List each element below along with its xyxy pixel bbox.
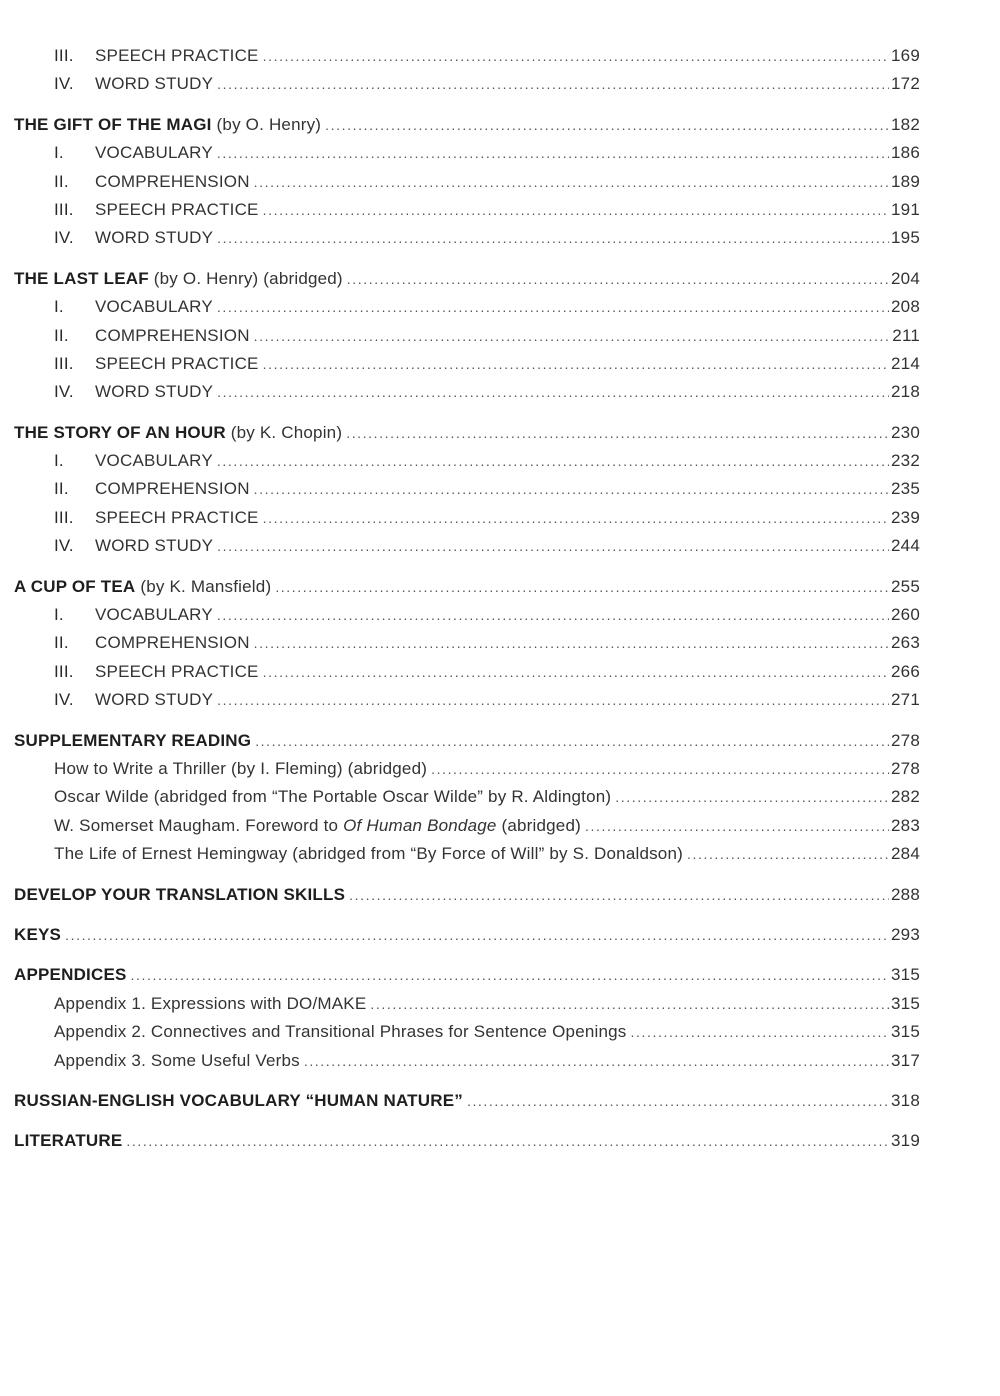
toc-entry[interactable] <box>14 46 920 74</box>
page-number: 260 <box>891 605 920 625</box>
page-number: 218 <box>891 382 920 402</box>
dot-leader <box>431 761 889 777</box>
chapter-title: RUSSIAN-ENGLISH VOCABULARY “HUMAN NATURE” <box>14 1090 463 1110</box>
page-number: 208 <box>891 297 920 317</box>
table-of-contents <box>14 46 920 1160</box>
page-number: 293 <box>891 924 920 944</box>
chapter-author: (by K. Mansfield) <box>140 576 272 596</box>
toc-entry[interactable] <box>14 844 920 872</box>
toc-entry[interactable] <box>14 297 920 325</box>
entry-label: SPEECH PRACTICE <box>95 507 259 527</box>
entry-number: I. <box>54 605 64 625</box>
entry-label: VOCABULARY <box>95 143 213 163</box>
dot-leader <box>254 481 889 497</box>
chapter-title: APPENDICES <box>14 965 127 985</box>
entry-number: III. <box>54 46 74 65</box>
entry-label: How to Write a Thriller (by I. Fleming) (abridged) <box>54 758 428 778</box>
dot-leader <box>217 299 889 315</box>
page-number: 278 <box>891 758 920 778</box>
dot-leader <box>254 174 889 190</box>
chapter-title: LITERATURE <box>14 1131 123 1151</box>
entry-number: III. <box>54 353 74 373</box>
entry-label: SPEECH PRACTICE <box>95 661 259 681</box>
page-number: 319 <box>891 1131 920 1151</box>
toc-chapter-cup-of-tea[interactable] <box>14 577 920 605</box>
dot-leader <box>304 1053 889 1069</box>
dot-leader <box>687 846 889 862</box>
entry-label: Appendix 3. Some Useful Verbs <box>54 1050 300 1070</box>
page-number: 315 <box>891 965 920 985</box>
entry-label: WORD STUDY <box>95 74 214 94</box>
chapter-title: A CUP OF TEA <box>14 576 136 596</box>
toc-entry[interactable] <box>14 662 920 690</box>
page-number: 182 <box>891 114 920 134</box>
entry-number: II. <box>54 171 69 191</box>
toc-entry[interactable] <box>14 759 920 787</box>
entry-number: I. <box>54 451 64 471</box>
page-number: 255 <box>891 576 920 596</box>
toc-chapter-gift-of-the-magi[interactable] <box>14 115 920 143</box>
dot-leader <box>631 1024 890 1040</box>
page-number: 239 <box>891 507 920 527</box>
page-number: 189 <box>891 171 920 191</box>
entry-label <box>54 816 581 836</box>
page-number: 315 <box>891 993 920 1013</box>
page-number: 271 <box>891 690 920 710</box>
page-number: 172 <box>891 74 920 94</box>
toc-chapter-appendices[interactable] <box>14 965 920 993</box>
page-number: 195 <box>891 228 920 248</box>
dot-leader <box>585 818 889 834</box>
dot-leader <box>217 76 889 92</box>
entry-label: Oscar Wilde (abridged from “The Portable Oscar Wilde” by R. Aldington) <box>54 787 612 807</box>
page-number: 235 <box>891 479 920 499</box>
chapter-title: DEVELOP YOUR TRANSLATION SKILLS <box>14 884 346 904</box>
entry-label: WORD STUDY <box>95 228 214 248</box>
toc-entry[interactable] <box>14 172 920 200</box>
page-number: 266 <box>891 661 920 681</box>
entry-label: SPEECH PRACTICE <box>95 46 259 65</box>
dot-leader <box>217 538 889 554</box>
page-number: 315 <box>891 1022 920 1042</box>
dot-leader <box>263 510 889 526</box>
page-number: 211 <box>892 325 920 345</box>
toc-chapter-russian-english-vocabulary[interactable] <box>14 1091 920 1119</box>
dot-leader <box>346 425 889 441</box>
toc-chapter-supplementary-reading[interactable] <box>14 731 920 759</box>
dot-leader <box>254 328 891 344</box>
entry-label: SPEECH PRACTICE <box>95 353 259 373</box>
entry-label: COMPREHENSION <box>95 171 250 191</box>
dot-leader <box>347 271 889 287</box>
dot-leader <box>217 453 889 469</box>
toc-entry[interactable] <box>14 816 920 844</box>
entry-number: I. <box>54 297 64 317</box>
entry-label: COMPREHENSION <box>95 633 250 653</box>
page-number: 284 <box>891 844 920 864</box>
toc-entry[interactable] <box>14 508 920 536</box>
page-number: 230 <box>891 422 920 442</box>
entry-number: II. <box>54 479 69 499</box>
toc-chapter-translation-skills[interactable] <box>14 885 920 913</box>
page-number: 186 <box>891 143 920 163</box>
dot-leader <box>217 384 889 400</box>
toc-entry[interactable] <box>14 451 920 479</box>
dot-leader <box>349 887 889 903</box>
dot-leader <box>370 996 889 1012</box>
dot-leader <box>263 202 889 218</box>
entry-label: The Life of Ernest Hemingway (abridged from “By Force of Will” by S. Donaldson) <box>54 844 683 864</box>
dot-leader <box>217 145 889 161</box>
entry-label: WORD STUDY <box>95 536 214 556</box>
chapter-title: SUPPLEMENTARY READING <box>14 730 252 750</box>
page-number: 214 <box>891 353 920 373</box>
dot-leader <box>217 692 889 708</box>
entry-label: WORD STUDY <box>95 382 214 402</box>
book-title: Of Human Bondage <box>343 815 497 835</box>
entry-number: III. <box>54 507 74 527</box>
dot-leader <box>467 1093 889 1109</box>
entry-number: I. <box>54 143 64 163</box>
toc-entry[interactable] <box>14 605 920 633</box>
toc-chapter-story-of-an-hour[interactable] <box>14 423 920 451</box>
dot-leader <box>65 927 889 943</box>
page-number: 317 <box>891 1050 920 1070</box>
chapter-title: KEYS <box>14 924 62 944</box>
page-number: 204 <box>891 268 920 288</box>
toc-entry[interactable] <box>14 633 920 661</box>
toc-entry[interactable] <box>14 74 920 102</box>
toc-entry[interactable] <box>14 787 920 815</box>
entry-number: IV. <box>54 74 74 94</box>
page-number: 244 <box>891 536 920 556</box>
toc-entry[interactable] <box>14 382 920 410</box>
chapter-title: THE LAST LEAF <box>14 268 149 288</box>
page-number: 191 <box>891 199 920 219</box>
toc-entry[interactable] <box>14 536 920 564</box>
entry-label: VOCABULARY <box>95 605 213 625</box>
page-number: 283 <box>891 815 920 835</box>
entry-number: II. <box>54 633 69 653</box>
dot-leader <box>131 967 890 983</box>
entry-number: III. <box>54 661 74 681</box>
entry-number: IV. <box>54 228 74 248</box>
dot-leader <box>217 230 889 246</box>
entry-label-part: (abridged) <box>496 815 581 835</box>
toc-chapter-literature[interactable] <box>14 1131 920 1159</box>
entry-label: SPEECH PRACTICE <box>95 199 259 219</box>
dot-leader <box>615 789 889 805</box>
chapter-title: THE GIFT OF THE MAGI <box>14 114 212 134</box>
entry-number: III. <box>54 199 74 219</box>
chapter-author: (by O. Henry) <box>216 114 322 134</box>
toc-entry[interactable] <box>14 228 920 256</box>
chapter-title: THE STORY OF AN HOUR <box>14 422 226 442</box>
entry-label: COMPREHENSION <box>95 325 250 345</box>
toc-entry[interactable] <box>14 326 920 354</box>
dot-leader <box>254 635 889 651</box>
dot-leader <box>217 607 889 623</box>
entry-label: COMPREHENSION <box>95 479 250 499</box>
entry-label: Appendix 2. Connectives and Transitional Phrases for Sentence Openings <box>54 1022 627 1042</box>
toc-entry[interactable] <box>14 354 920 382</box>
toc-chapter-last-leaf[interactable] <box>14 269 920 297</box>
entry-number: IV. <box>54 690 74 710</box>
toc-entry[interactable] <box>14 479 920 507</box>
toc-entry[interactable] <box>14 1051 920 1079</box>
page-number: 278 <box>891 730 920 750</box>
toc-entry[interactable] <box>14 690 920 718</box>
dot-leader <box>275 579 889 595</box>
entry-label: WORD STUDY <box>95 690 214 710</box>
dot-leader <box>263 664 889 680</box>
entry-label-part: W. Somerset Maugham. Foreword to <box>54 815 344 835</box>
entry-number: II. <box>54 325 69 345</box>
toc-chapter-keys[interactable] <box>14 925 920 953</box>
toc-entry[interactable] <box>14 143 920 171</box>
toc-entry[interactable] <box>14 200 920 228</box>
toc-entry[interactable] <box>14 994 920 1022</box>
entry-number: IV. <box>54 382 74 402</box>
dot-leader <box>263 356 889 372</box>
page-number: 282 <box>891 787 920 807</box>
page-number: 318 <box>891 1090 920 1110</box>
dot-leader <box>325 117 889 133</box>
entry-label: VOCABULARY <box>95 297 213 317</box>
page-number: 232 <box>891 451 920 471</box>
chapter-author: (by O. Henry) (abridged) <box>153 268 343 288</box>
page-number: 263 <box>891 633 920 653</box>
page-number: 169 <box>891 46 920 65</box>
page-number: 288 <box>891 884 920 904</box>
entry-label: VOCABULARY <box>95 451 213 471</box>
chapter-author: (by K. Chopin) <box>230 422 343 442</box>
dot-leader <box>255 733 889 749</box>
entry-number: IV. <box>54 536 74 556</box>
toc-entry[interactable] <box>14 1022 920 1050</box>
dot-leader <box>126 1133 889 1149</box>
dot-leader <box>263 48 889 64</box>
entry-label: Appendix 1. Expressions with DO/MAKE <box>54 993 367 1013</box>
